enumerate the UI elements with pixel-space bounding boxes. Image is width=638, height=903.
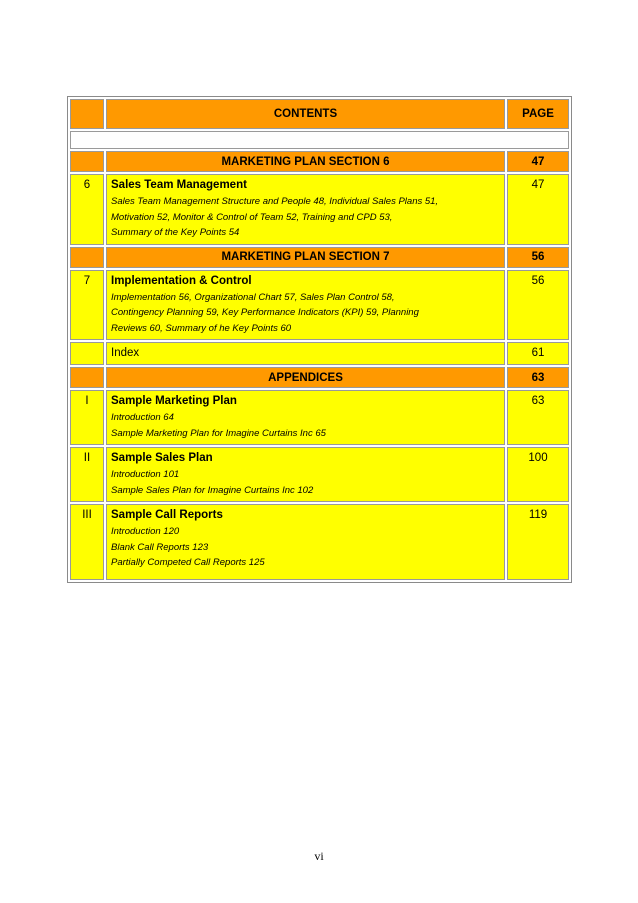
toc-entry-row [70,270,569,341]
subtopic-line: Introduction 101 [111,469,180,480]
header-row [70,99,569,129]
subtopic-line: Contingency Planning 59, Key Performance Indicators (KPI) 59, Planning [111,307,419,318]
section-header-row [70,151,569,172]
section-page: 63 [507,367,569,388]
subtopic-line: Sample Marketing Plan for Imagine Curtains Inc 65 [111,427,326,439]
entry-title: Sample Sales Plan [111,452,213,464]
entry-subtopics [111,524,498,571]
subtopic-line: Introduction 120 [111,526,180,537]
entry-page: 63 [507,390,569,445]
entry-cell [106,390,505,445]
toc-entry-row [70,504,569,580]
section-page: 56 [507,247,569,268]
subtopic-line: Summary of the Key Points 54 [111,227,240,238]
entry-subtopics [111,290,498,337]
subtopic-line: Implementation 56, Organizational Chart 57, Sales Plan Control 58, [111,291,395,303]
index-cell [106,342,505,365]
entry-page: 119 [507,504,569,580]
entry-subtopics [111,410,498,441]
entry-page: 100 [507,447,569,502]
header-blank-cell [70,99,104,129]
contents-table [67,96,572,583]
index-title: Index [111,347,140,359]
entry-subtopics [111,467,498,498]
section-header-row [70,367,569,388]
entry-number: 6 [70,174,104,245]
entry-number: I [70,390,104,445]
entry-page: 56 [507,270,569,341]
toc-entry-row [70,390,569,445]
entry-cell [106,447,505,502]
entry-title: Implementation & Control [111,274,252,287]
entry-number: II [70,447,104,502]
section-title: MARKETING PLAN SECTION 6 [106,151,505,172]
entry-page: 47 [507,174,569,245]
entry-number: 7 [70,270,104,341]
entry-title: Sample Call Reports [111,509,223,521]
entry-title: Sample Marketing Plan [111,395,237,407]
entry-number: III [70,504,104,580]
page-heading: PAGE [507,99,569,129]
section-header-row [70,247,569,268]
subtopic-line: Introduction 64 [111,412,174,423]
subtopic-line: Motivation 52, Monitor & Control of Team 52, Training and CPD 53, [111,211,393,223]
entry-cell [106,504,505,580]
section-page: 47 [507,151,569,172]
section-title: MARKETING PLAN SECTION 7 [106,247,505,268]
index-row [70,342,569,365]
spacer-row [70,131,569,149]
toc-entry-row [70,447,569,502]
toc-entry-row [70,174,569,245]
index-page: 61 [507,342,569,365]
entry-cell [106,174,505,245]
subtopic-line: Partially Competed Call Reports 125 [111,557,265,568]
subtopic-line: Reviews 60, Summary of he Key Points 60 [111,322,292,334]
subtopic-line: Sample Sales Plan for Imagine Curtains Inc 102 [111,484,314,496]
entry-cell [106,270,505,341]
section-title: APPENDICES [106,367,505,388]
entry-subtopics [111,194,498,241]
page-number: vi [314,849,324,863]
contents-heading: CONTENTS [106,99,505,129]
subtopic-line: Sales Team Management Structure and People 48, Individual Sales Plans 51, [111,196,439,207]
entry-title: Sales Team Management [111,179,247,191]
subtopic-line: Blank Call Reports 123 [111,541,209,553]
